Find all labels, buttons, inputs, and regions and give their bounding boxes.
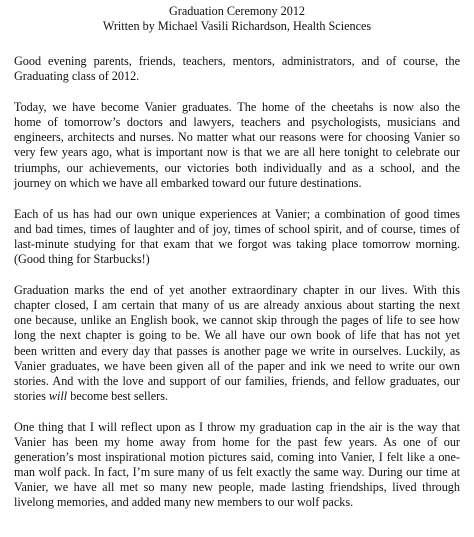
text-line: (Good thing for Starbucks!) <box>14 252 150 267</box>
document-header <box>14 4 460 34</box>
document-byline: Written by Michael Vasili Richardson, Health Sciences <box>102 19 372 33</box>
text-line: One thing that I will reflect upon as I throw my graduation cap in the air is the way that <box>14 419 460 434</box>
text-line: one because, unlike an English book, we cannot skip through the pages of life to see how <box>14 313 460 328</box>
text-line: stories. And with the love and support of our families, friends, and fellow graduates, our <box>14 373 460 388</box>
text-line: Each of us has had our own unique experiences at Vanier; a combination of good times <box>14 206 460 221</box>
text-line: last-minute studying for that exam that we forgot was taking place tomorrow morning. <box>14 236 460 251</box>
text-line: livelong memories, and added many new members to our wolf packs. <box>14 495 354 510</box>
text-line: chapter closed, I am certain that many of us are already anxious about starting the next <box>14 298 460 313</box>
text-line: been written and every day that passes is another page we write in ourselves. Luckily, as <box>14 343 460 358</box>
text-line: Today, we have become Vanier graduates. The home of the cheetahs is now also the <box>14 100 460 115</box>
text-line: journey on which we have all embarked toward our future destinations. <box>14 175 362 190</box>
text-line: generation’s most inspirational motion pictures said, coming into Vanier, I felt like a one- <box>14 450 460 465</box>
text-line: Vanier graduates, we have been given all of the paper and ink we need to write our own <box>14 358 460 373</box>
text-line: Graduating class of 2012. <box>14 69 140 84</box>
text-line: Graduation marks the end of yet another extraordinary chapter in our lives. With this <box>14 283 460 298</box>
paragraph-experiences <box>14 207 460 267</box>
text-line: and bad times, times of laughter and of joy, times of school spirit, and of course, times of <box>14 221 460 236</box>
text-line: triumphs, our achievements, our victories both individually and as a school, and the <box>14 160 460 175</box>
text-line: long the next chapter is going to be. We all have our own book of life that has not yet <box>14 328 460 343</box>
text-line: very few years ago, what is important now is that we are all here tonight to celebrate our <box>14 145 460 160</box>
text-line: Vanier has been my home away from home for the past few years. As one of our <box>14 434 460 449</box>
paragraph-reflection <box>14 420 460 511</box>
text-fragment: become best sellers. <box>67 388 169 403</box>
text-line: home of tomorrow’s doctors and lawyers, teachers and psychologists, musicians and <box>14 115 460 130</box>
text-line: man wolf pack. In fact, I’m sure many of us felt exactly the same way. During our time at <box>14 465 460 480</box>
text-line <box>14 389 460 404</box>
paragraph-chapter <box>14 283 460 404</box>
text-fragment: stories <box>14 388 49 403</box>
paragraph-greeting <box>14 54 460 84</box>
paragraph-graduates <box>14 100 460 191</box>
text-line: Vanier, we have all met so many new people, made lasting friendships, lived through <box>14 480 460 495</box>
text-line: engineers, architects and nurses. No matter what our reasons were for choosing Vanier so <box>14 130 460 145</box>
emphasis-text: will <box>48 388 68 403</box>
document-title: Graduation Ceremony 2012 <box>168 4 306 18</box>
text-line: Good evening parents, friends, teachers, mentors, administrators, and of course, the <box>14 54 460 68</box>
